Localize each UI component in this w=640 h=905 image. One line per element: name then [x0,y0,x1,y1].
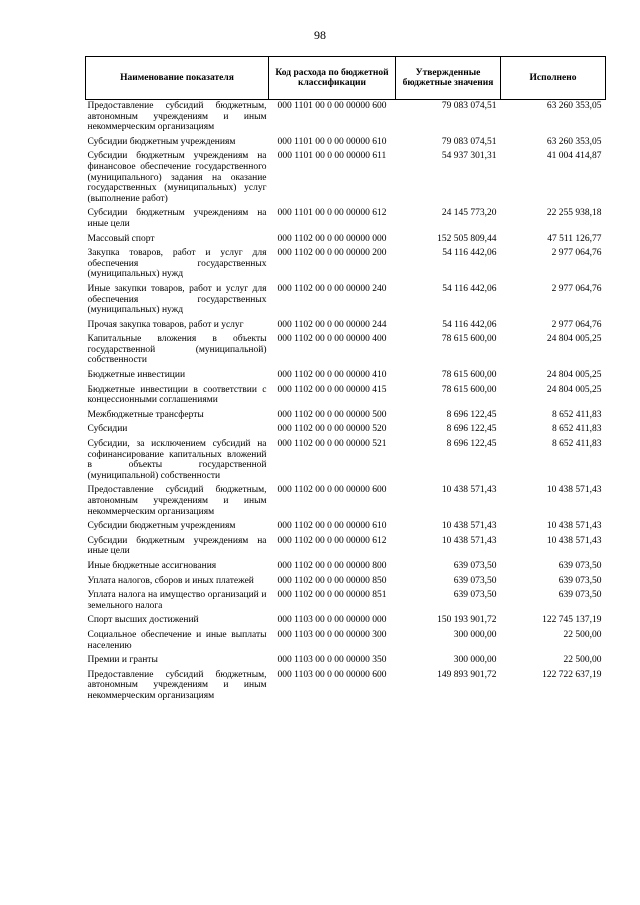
row-approved-cell: 54 937 301,31 [441,151,497,162]
row-approved-cell: 10 438 571,43 [441,535,497,546]
header-executed: Исполнено [501,57,606,100]
table-row [86,369,606,384]
row-name-cell: Спорт высших достижений [87,615,199,626]
table-row [86,423,606,438]
row-code-cell: 000 1103 00 0 00 00000 000 [277,615,387,626]
row-approved-cell: 150 193 901,72 [437,615,497,626]
row-approved-cell: 300 000,00 [453,629,497,640]
row-name-cell: Капитальные вложения в объекты государственной (муниципальной) собственности [87,334,267,366]
table-row [86,384,606,409]
row-code-cell: 000 1102 00 0 00 00000 200 [277,248,387,259]
row-code-cell: 000 1101 00 0 00 00000 610 [277,136,387,147]
row-executed-cell: 639 073,50 [558,575,602,586]
row-code-cell: 000 1102 00 0 00 00000 410 [277,370,387,381]
row-name-cell: Предоставление субсидий бюджетным, автономным учреждениям и иным некоммерческим организациям [87,669,267,701]
table-row [86,409,606,424]
row-executed-cell: 8 652 411,83 [551,439,602,450]
table-row [86,575,606,590]
row-name-cell: Прочая закупка товаров, работ и услуг [87,319,244,330]
row-executed-cell: 63 260 353,05 [546,101,602,111]
row-executed-cell: 2 977 064,76 [551,248,602,259]
row-name-cell: Субсидии, за исключением субсидий на софинансирование капитальных вложений в объекты государственной (муниципальной) собственности [87,439,267,481]
row-code-cell: 000 1102 00 0 00 00000 520 [277,424,387,435]
row-executed-cell: 8 652 411,83 [551,409,602,420]
row-executed-cell: 24 804 005,25 [546,384,602,395]
row-executed-cell: 10 438 571,43 [546,535,602,546]
row-name-cell: Массовый спорт [87,233,155,244]
row-name-cell: Субсидии бюджетным учреждениям на иные цели [87,208,267,229]
row-approved-cell: 78 615 600,00 [441,384,497,395]
row-approved-cell: 10 438 571,43 [441,485,497,496]
row-executed-cell: 639 073,50 [558,590,602,601]
table-row [86,319,606,334]
row-approved-cell: 54 116 442,06 [442,248,497,259]
row-executed-cell: 639 073,50 [558,560,602,571]
row-name-cell: Предоставление субсидий бюджетным, автономным учреждениям и иным некоммерческим организациям [87,101,267,133]
budget-table [85,56,606,705]
header-approved: Утвержденные бюджетные значения [396,57,501,100]
row-code-cell: 000 1102 00 0 00 00000 610 [277,521,387,532]
row-name-cell: Премии и гранты [87,655,158,666]
row-executed-cell: 10 438 571,43 [546,521,602,532]
table-row [86,333,606,369]
row-executed-cell: 22 500,00 [563,655,602,666]
row-code-cell: 000 1103 00 0 00 00000 300 [277,629,387,640]
table-row [86,669,606,705]
row-executed-cell: 2 977 064,76 [551,319,602,330]
row-name-cell: Уплата налога на имущество организаций и земельного налога [87,590,267,611]
table-row [86,438,606,484]
row-approved-cell: 152 505 809,44 [437,233,497,244]
table-row [86,283,606,319]
row-executed-cell: 122 722 637,19 [542,669,602,680]
row-approved-cell: 639 073,50 [453,575,497,586]
row-code-cell: 000 1103 00 0 00 00000 350 [277,655,387,666]
row-approved-cell: 639 073,50 [453,590,497,601]
row-executed-cell: 10 438 571,43 [546,485,602,496]
row-name-cell: Субсидии бюджетным учреждениям [87,136,236,147]
row-code-cell: 000 1102 00 0 00 00000 612 [277,535,387,546]
row-name-cell: Субсидии бюджетным учреждениям на финансовое обеспечение государственного (муниципального) задания на оказание государственных (муниципальных) услуг (выполнение работ) [87,151,267,204]
row-executed-cell: 2 977 064,76 [551,283,602,294]
row-name-cell: Закупка товаров, работ и услуг для обеспечения государственных (муниципальных) нужд [87,248,267,280]
table-row [86,207,606,232]
row-name-cell: Социальное обеспечение и иные выплаты населению [87,629,267,651]
row-name-cell: Субсидии [87,424,128,435]
table-row [86,484,606,520]
table-row [86,654,606,669]
row-name-cell: Иные закупки товаров, работ и услуг для обеспечения государственных (муниципальных) нужд [87,283,267,316]
row-approved-cell: 8 696 122,45 [446,439,497,450]
table-row [86,560,606,575]
row-code-cell: 000 1102 00 0 00 00000 500 [277,409,387,420]
table-row [86,100,606,136]
row-approved-cell: 639 073,50 [453,560,497,571]
row-code-cell: 000 1102 00 0 00 00000 851 [277,590,387,601]
row-name-cell: Уплата налогов, сборов и иных платежей [87,575,254,586]
row-code-cell: 000 1102 00 0 00 00000 240 [277,283,387,294]
row-executed-cell: 8 652 411,83 [551,424,602,435]
row-code-cell: 000 1101 00 0 00 00000 612 [277,208,387,219]
row-approved-cell: 8 696 122,45 [446,424,497,435]
row-code-cell: 000 1102 00 0 00 00000 521 [277,439,387,450]
row-name-cell: Иные бюджетные ассигнования [87,560,217,571]
table-row [86,629,606,654]
row-approved-cell: 54 116 442,06 [442,283,497,294]
row-code-cell: 000 1102 00 0 00 00000 800 [277,560,387,571]
row-approved-cell: 149 893 901,72 [437,669,497,680]
row-executed-cell: 22 255 938,18 [546,208,602,219]
table-header-row [86,57,606,100]
budget-table-container [85,56,605,705]
row-executed-cell: 41 004 414,87 [546,151,602,162]
header-name: Наименование показателя [86,57,269,100]
row-name-cell: Бюджетные инвестиции в соответствии с концессионными соглашениями [87,384,267,406]
row-executed-cell: 24 804 005,25 [546,370,602,381]
row-approved-cell: 8 696 122,45 [446,409,497,420]
table-row [86,535,606,560]
row-approved-cell: 300 000,00 [453,655,497,666]
row-executed-cell: 47 511 126,77 [547,233,602,244]
row-executed-cell: 63 260 353,05 [546,136,602,147]
row-approved-cell: 10 438 571,43 [441,521,497,532]
row-code-cell: 000 1102 00 0 00 00000 600 [277,485,387,496]
table-row [86,520,606,535]
row-approved-cell: 79 083 074,51 [441,136,497,147]
row-code-cell: 000 1102 00 0 00 00000 244 [277,319,387,330]
table-row [86,150,606,207]
row-name-cell: Субсидии бюджетным учреждениям на иные цели [87,535,267,557]
row-approved-cell: 24 145 773,20 [441,208,497,219]
row-approved-cell: 54 116 442,06 [442,319,497,330]
row-code-cell: 000 1102 00 0 00 00000 850 [277,575,387,586]
table-body [86,100,606,705]
row-code-cell: 000 1102 00 0 00 00000 400 [277,334,387,345]
row-executed-cell: 22 500,00 [563,629,602,640]
row-code-cell: 000 1102 00 0 00 00000 415 [277,384,387,395]
row-executed-cell: 24 804 005,25 [546,334,602,345]
row-name-cell: Бюджетные инвестиции [87,370,186,381]
row-approved-cell: 78 615 600,00 [441,370,497,381]
row-approved-cell: 79 083 074,51 [441,101,497,111]
row-code-cell: 000 1103 00 0 00 00000 600 [277,669,387,680]
table-row [86,233,606,248]
row-code-cell: 000 1101 00 0 00 00000 611 [277,151,387,162]
table-row [86,247,606,283]
row-name-cell: Субсидии бюджетным учреждениям [87,521,236,532]
table-row [86,614,606,629]
row-name-cell: Предоставление субсидий бюджетным, автономным учреждениям и иным некоммерческим организациям [87,485,267,517]
page-number: 98 [314,28,326,42]
table-row [86,589,606,614]
row-code-cell: 000 1101 00 0 00 00000 600 [277,101,387,111]
table-row [86,136,606,151]
row-executed-cell: 122 745 137,19 [542,615,602,626]
row-approved-cell: 78 615 600,00 [441,334,497,345]
row-name-cell: Межбюджетные трансферты [87,409,204,420]
header-code: Код расхода по бюджетной классификации [269,57,396,100]
row-code-cell: 000 1102 00 0 00 00000 000 [277,233,387,244]
